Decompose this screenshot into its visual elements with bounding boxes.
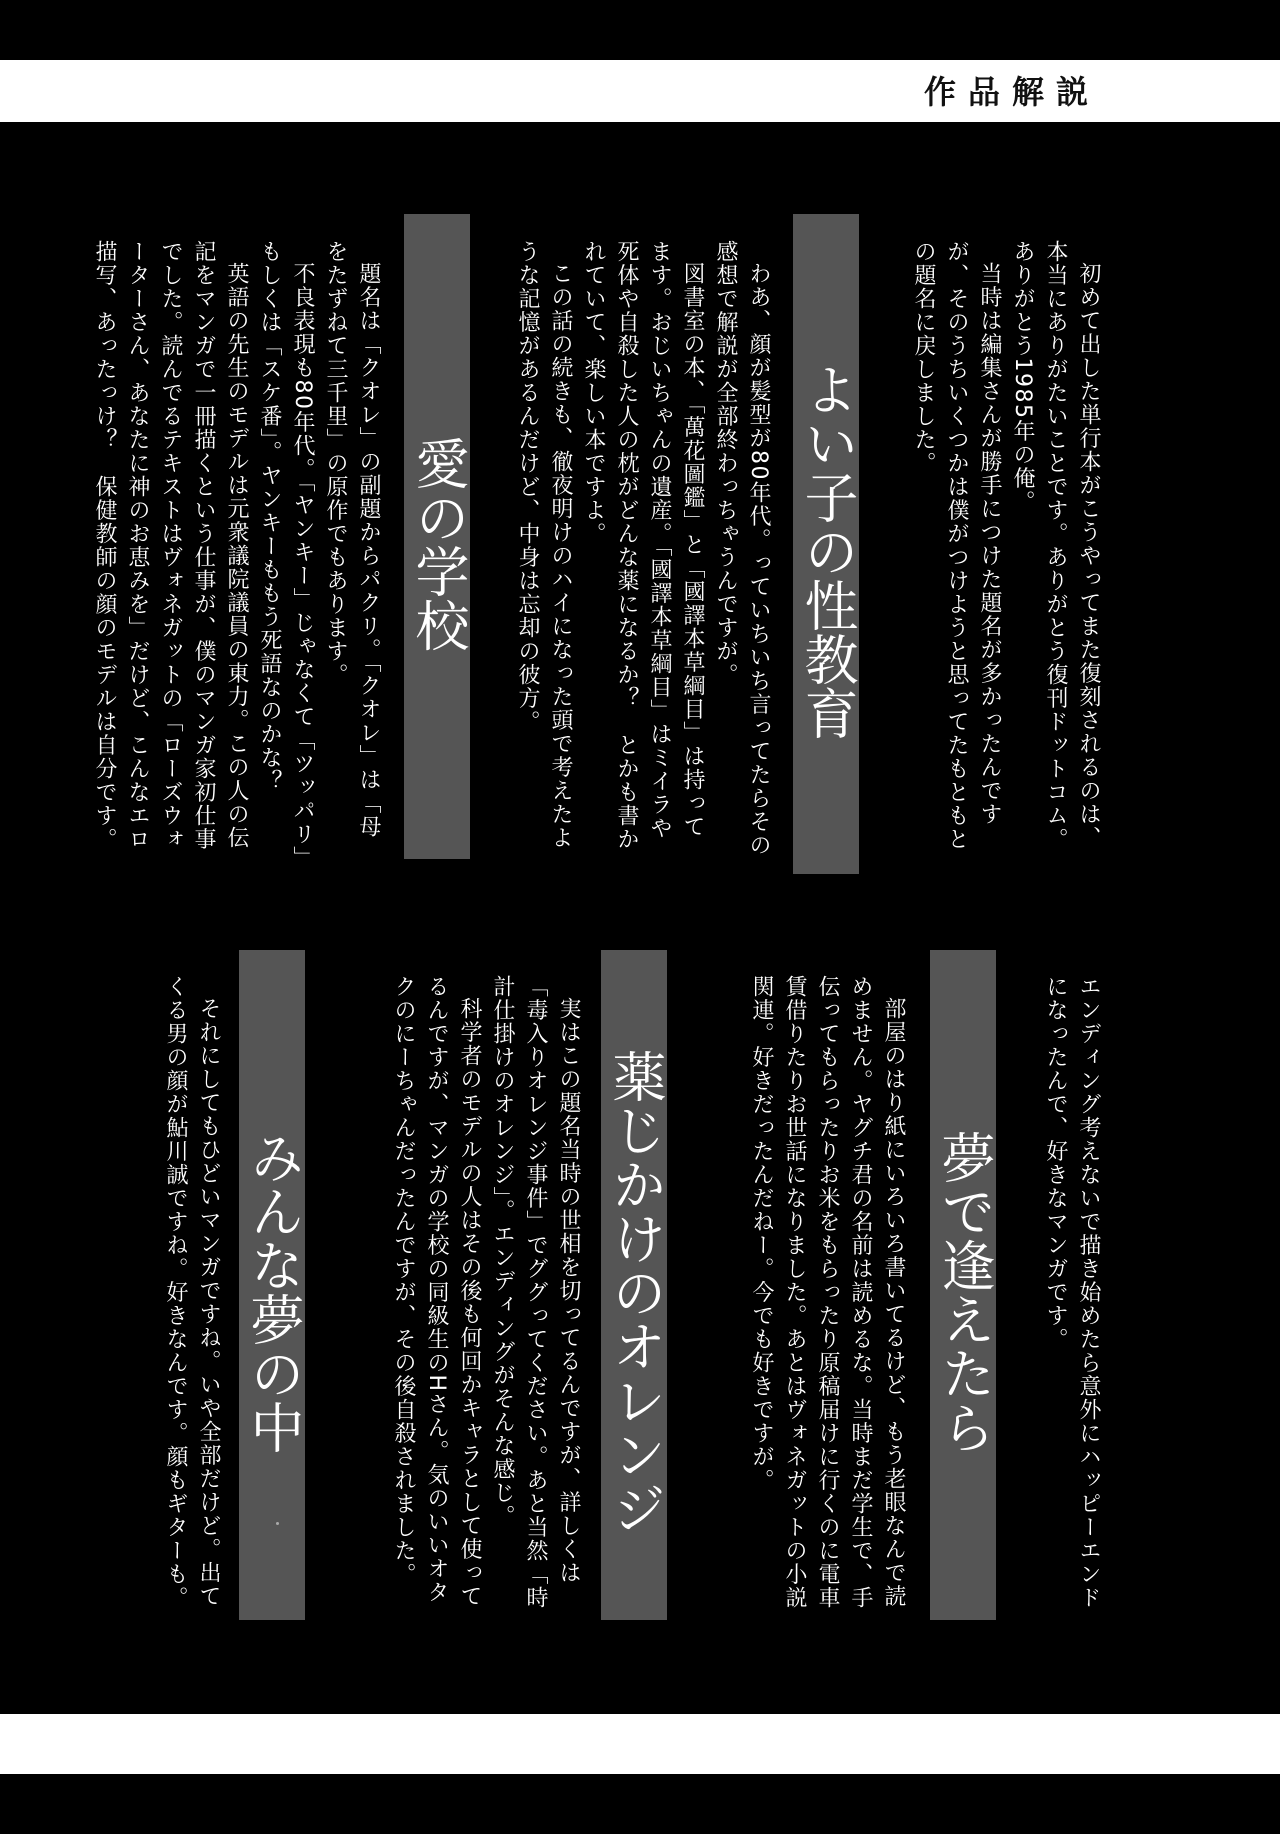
yoiko-paragraph-3: この話の続きも、徹夜明けのハイになった頭で考えたような記憶があるんだけど、中身は忘却の彼方。 [515,240,573,850]
section-heading-yume-de-aetara: 夢で逢えたら [930,950,996,1620]
kusuri-paragraph-2: 科学者のモデルの人はその後も何回かキャラとして使ってるんですが、マンガの学校の同級生のHさん。気のいいオタクのにーちゃんだったんですが、その後自殺されました。 [391,975,482,1608]
intro-paragraph-2: 当時は編集さんが勝手につけた題名が多かったんですが、そのうちいくつかは僕がつけようと思ってたもともとの題名に戻しました。 [911,240,1002,851]
intro-text [905,240,1105,860]
section-heading-kusuri-jikake: 薬じかけのオレンジ [601,950,667,1620]
section-heading-ai-no-gakko: 愛の学校 [404,214,470,859]
yume-paragraph-1: 部屋のはり紙にいろいろ書いてるけど、もう老眼なんで読めません。ヤグチ君の名前は読めるな。当時まだ学生で、手伝ってもらったりお米をもらったり原稿届けに行くのに電車賃借りたりお世話になりました。あとはヴォネガットの小説関連。好きだったんだねー。今でも好きですが。 [749,975,906,1610]
yoiko-paragraph-1: わあ、顔が髪型が80年代。っていちいち言ってたらその感想で解説が全部終わっちゃうんですが。 [713,240,771,857]
section-body-yoiko [500,240,775,860]
ending-note-paragraph: エンディング考えないで描き始めたら意外にハッピーエンドになったんで、好きなマンガです。 [1043,975,1101,1610]
ending-note-text [1025,975,1105,1615]
kusuri-paragraph-1: 実はこの題名当時の世相を切ってるんですが、詳しくは「毒入りオレンジ事件」でググってください。あと当然「時計仕掛けのオレンジ」。エンディングがそんな感じ。 [490,975,581,1610]
section-heading-yoiko: よい子の性教育 [793,214,859,874]
bottom-white-band [0,1714,1280,1774]
section-body-kusuri-jikake [345,975,585,1615]
section-body-ai-no-gakko [80,240,385,860]
section-body-yume-de-aetara [705,975,910,1615]
section-heading-minna-yume: みんな夢の中 [239,950,305,1620]
yoiko-paragraph-2: 図書室の本、「萬花圖鑑」と「國譯本草綱目」は持ってます。おじいちゃんの遺産。「國譯本草綱目」はミイラや死体や自殺した人の枕がどんな薬になるか？ とかも書かれていて、楽しい本ですよ。 [581,240,705,851]
page-title: 作品解説 [923,73,1100,111]
section-body-minna-yume [115,975,225,1615]
scan-speck [276,1522,279,1525]
minna-paragraph-1: それにしてもひどいマンガですね。いや全部だけど。出てくる男の顔が鮎川誠ですね。好きなんです。顔もギターも。 [163,975,221,1610]
ai-paragraph-3: 英語の先生のモデルは元衆議院議員の東力。この人の伝記をマンガで一冊描くという仕事が、僕のマンガ家初仕事でした。読んでるテキストはヴォネガットの「ローズウォーターさん、あなたに神のお恵みを」だけど、こんなエロ描写、あったっけ？ 保健教師の顔のモデルは自分です。 [92,240,249,851]
intro-paragraph-1: 初めて出した単行本がこうやってまた復刻されるのは、本当にありがたいことです。ありがとう復刊ドットコム。ありがとう1985年の俺。 [1010,240,1101,851]
ai-paragraph-1: 題名は「クオレ」の副題からパクリ。「クオレ」は「母をたずねて三千里」の原作でもあります。 [323,240,381,839]
ai-paragraph-2: 不良表現も80年代。「ヤンキー」じゃなくて「ツッパリ」もしくは「スケ番」。ヤンキーももう死語なのかな？ [257,240,315,859]
